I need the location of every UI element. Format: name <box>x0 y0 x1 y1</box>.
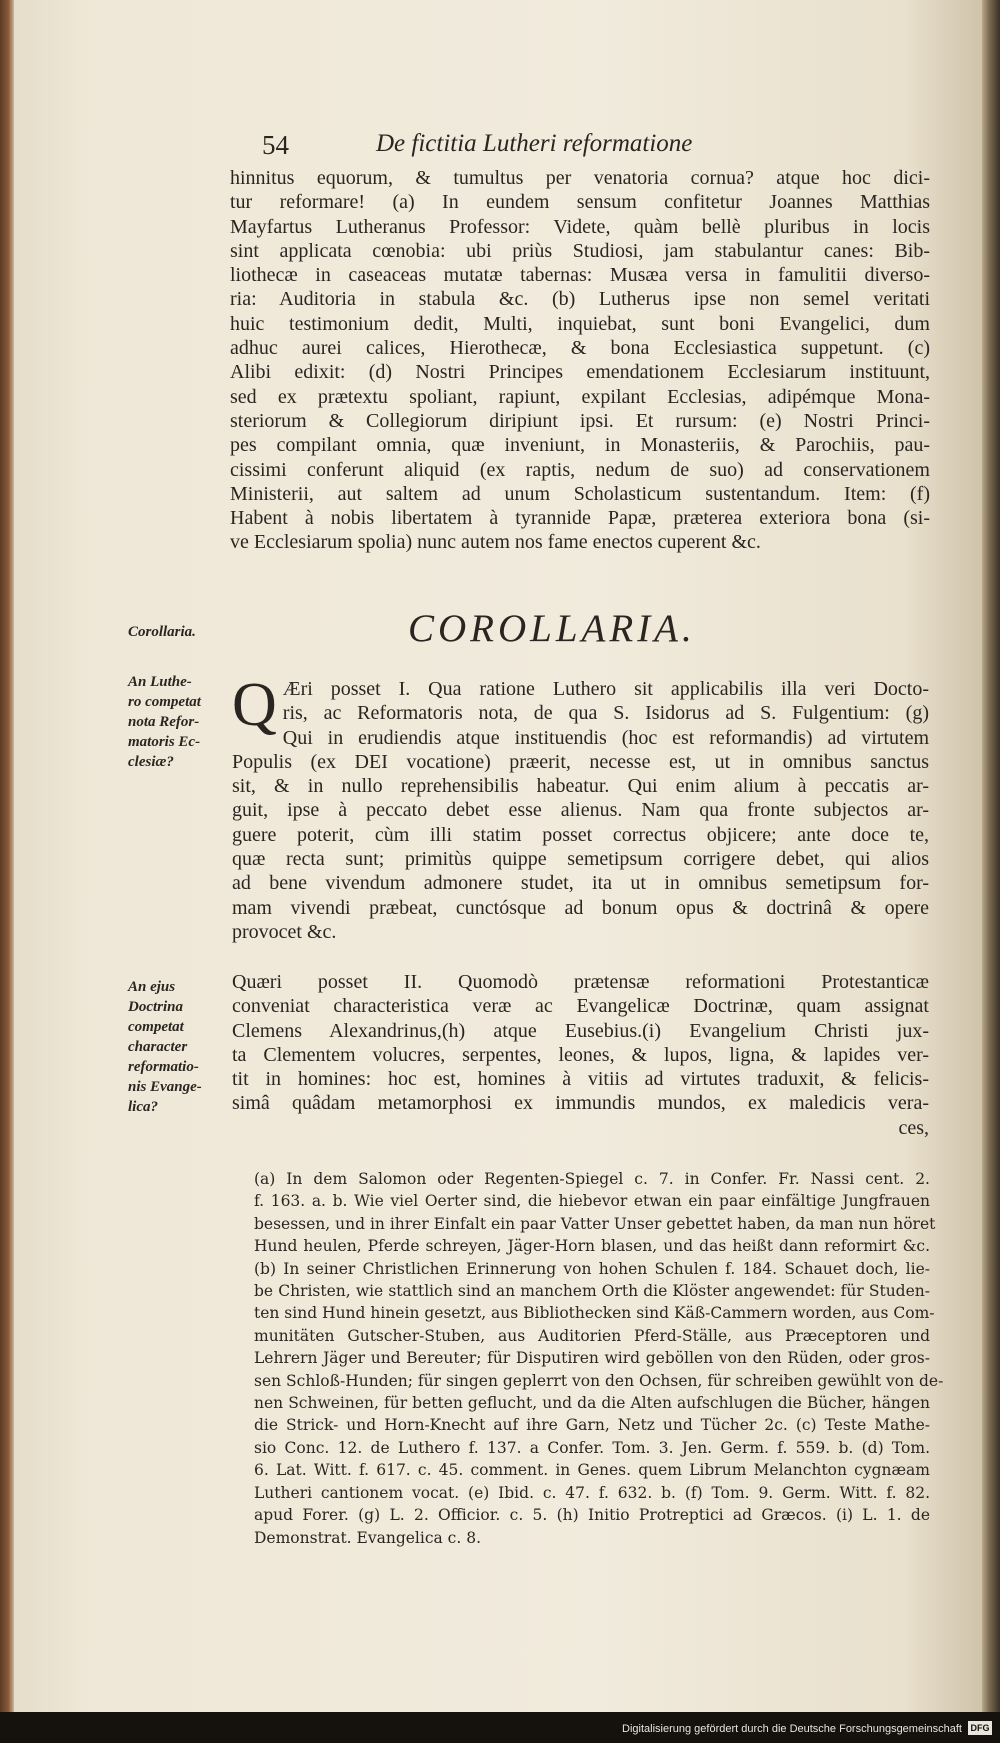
margin-note-line: nis Evange- <box>128 1079 202 1095</box>
margin-note-line: character <box>128 1039 188 1055</box>
footnote-line: f. 163. a. b. Wie viel Oerter sind, die hiebevor etwan ein paar einfältige Jungfrauen <box>254 1192 930 1211</box>
text-line: guere poterit, cùm illi statim posset correctus objicere; ante doce te, <box>232 823 929 846</box>
page-number: 54 <box>262 130 289 160</box>
text-line: cissimi conferunt aliquid (ex raptis, nedum de suo) ad conservationem <box>230 458 930 481</box>
text-line: ad bene vivendum admonere studet, ita ut in omnibus semetipsum for- <box>232 872 929 895</box>
footnote-line: (a) In dem Salomon oder Regenten-Spiegel c. 7. in Confer. Fr. Nassi cent. 2. <box>254 1170 930 1188</box>
text-line: steriorum & Collegiorum diripiunt ipsi. Et rursum: (e) Nostri Princi- <box>230 409 930 432</box>
footnote-line: Lehrern Jäger und Bereuter; für Disputiren wird geböllen von den Rüden, oder gros- <box>254 1349 930 1368</box>
text-line: ces, <box>898 1116 929 1139</box>
text-line: Æri posset I. Qua ratione Luthero sit applicabilis illa veri Docto- <box>282 678 929 700</box>
text-line: guit, ipse à peccato debet esse alienus. Nam qua fronte subjectos ar- <box>232 799 929 822</box>
text-line: hinnitus equorum, & tumultus per venatoria cornua? atque hoc dici- <box>230 167 930 189</box>
text-line: quæ recta sunt; primitùs quippe semetipsum corrigere debet, qui alios <box>232 848 929 871</box>
text-line: ris, ac Reformatoris nota, de qua S. Isidorus ad S. Fulgentium: (g) <box>282 702 929 725</box>
margin-note-line: ro competat <box>128 694 201 710</box>
text-line: Quæri posset II. Quomodò prætensæ reformationi Protestanticæ <box>232 971 929 993</box>
footnote-line: Demonstrat. Evangelica c. 8. <box>254 1528 482 1547</box>
margin-note-1 <box>128 672 201 772</box>
margin-note-line: nota Refor- <box>128 714 200 730</box>
main-text-paragraph-3 <box>232 970 929 1140</box>
text-line: pes compilant omnia, quæ inveniunt, in Monasteriis, & Parochiis, pau- <box>230 434 930 457</box>
footnote-line: 6. Lat. Witt. f. 617. c. 45. comment. in Genes. quem Librum Melanchton cygnæam <box>254 1461 930 1480</box>
text-line: Alibi edixit: (d) Nostri Principes emendationem Ecclesiarum instituunt, <box>230 361 930 384</box>
footnote-line: apud Forer. (g) L. 2. Officior. c. 5. (h) Initio Protreptici ad Græcos. (i) L. 1. de <box>254 1506 930 1525</box>
section-heading: COROLLARIA. <box>408 607 696 650</box>
margin-note-line: lica? <box>128 1099 158 1115</box>
text-line: ta Clementem volucres, serpentes, leones, & lupos, ligna, & lapides ver- <box>232 1043 929 1066</box>
text-line: ve Ecclesiarum spolia) nunc autem nos fame enectos cuperent &c. <box>230 531 761 554</box>
footnote-line: nen Schweinen, für betten geflucht, und da die Alten aufschlugen die Bücher, hängen <box>254 1394 930 1413</box>
margin-note-line: Doctrina <box>128 999 184 1015</box>
text-line: Populis (ex DEI vocatione) præerit, necesse est, ut in omnibus sanctus <box>232 750 929 773</box>
footnote-line: (b) In seiner Christlichen Erinnerung von hohen Schulen f. 184. Schauet doch, lie- <box>254 1259 930 1278</box>
text-line: provocet &c. <box>232 920 337 943</box>
footnote-line: besessen, und in ihrer Einfalt ein paar Vatter Unser gebettet haben, da man nun höret <box>254 1214 936 1233</box>
text-line: simâ quâdam metamorphosi ex immundis mundos, ex maledicis vera- <box>232 1092 929 1115</box>
text-line: sint applicata cœnobia: ubi priùs Studiosi, jam stabulantur canes: Bib- <box>230 239 930 262</box>
margin-note-line: matoris Ec- <box>128 734 201 750</box>
text-line: conveniat characteristica veræ ac Evangelicæ Doctrinæ, quam assignat <box>232 995 929 1018</box>
book-edge-left <box>0 0 14 1712</box>
text-line: huic testimonium dedit, Multi, inquiebat, sunt boni Evangelici, dum <box>230 312 930 335</box>
margin-note-line: An Luthe- <box>128 674 192 690</box>
text-line: tur reformare! (a) In eundem sensum confitetur Joannes Matthias <box>230 191 930 214</box>
text-line: Ministerii, aut saltem ad unum Scholasticum sustentandum. Item: (f) <box>230 482 930 505</box>
text-line: tit in homines: hoc est, homines à vitiis ad virtutes traduxit, & felicis- <box>232 1068 929 1091</box>
footnote-line: sen Schloß-Hunden; für singen geplerrt von den Ochsen, für schreiben gewühlt von de- <box>254 1371 944 1390</box>
footnote-line: Hund heulen, Pferde schreyen, Jäger-Horn blasen, und das heißt dann reformirt &c. <box>254 1237 930 1256</box>
footnote-line: ten sind Hund hinein gesetzt, aus Bibliothecken sind Käß-Cammern worden, aus Com- <box>254 1304 935 1323</box>
margin-note-line: reformatio- <box>128 1059 199 1075</box>
page-header <box>262 130 752 164</box>
footnotes <box>254 1168 944 1549</box>
margin-note-2 <box>128 977 202 1117</box>
margin-note-corollaria <box>128 622 196 642</box>
text-line: sit, & in nullo reprehensibilis habeatur. Qui enim alium à peccatis ar- <box>232 775 929 798</box>
main-text-paragraph-2 <box>232 671 929 944</box>
text-line: ria: Auditoria in stabula &c. (b) Lutherus ipse non semel veritati <box>230 288 930 311</box>
margin-note-line: clesiæ? <box>128 754 174 770</box>
footnote-line: munitäten Gutscher-Stuben, aus Auditorien Pferd-Ställe, aus Præceptoren und <box>254 1326 930 1345</box>
text-line: adhuc aurei calices, Hierothecæ, & bona Ecclesiastica suppetunt. (c) <box>230 337 930 360</box>
margin-note-line: Corollaria. <box>128 624 196 640</box>
footnote-line: sio Conc. 12. de Luthero f. 137. a Confer. Tom. 3. Jen. Germ. f. 559. b. (d) Tom. <box>254 1438 930 1457</box>
footnote-line: Lutheri cantionem vocat. (e) Ibid. c. 47. f. 632. b. (f) Tom. 9. Germ. Witt. f. 82. <box>254 1483 930 1502</box>
text-line: Mayfartus Lutheranus Professor: Videte, quàm bellè pluribus in locis <box>230 215 930 238</box>
text-line: Habent à nobis libertatem à tyrannide Papæ, præterea exteriora bona (si- <box>230 507 930 530</box>
text-line: liothecæ in caseaceas mutatæ tabernas: Musæa versa in famulitii diverso- <box>230 264 930 287</box>
footnote-line: be Christen, wie stattlich sind an manchem Orth die Klöster angewendet: für Studen- <box>254 1282 930 1301</box>
dfg-logo: DFG <box>968 1721 992 1735</box>
book-gutter <box>982 0 1000 1712</box>
margin-note-line: competat <box>128 1019 184 1035</box>
text-line: Qui in erudiendis atque instituendis (hoc est reformandis) ad virtutem <box>282 726 929 749</box>
text-line: mam vivendi præbeat, cunctósque ad bonum opus & doctrinâ & opere <box>232 896 929 919</box>
drop-cap: Q <box>232 671 277 739</box>
main-text-paragraph-1 <box>230 166 930 555</box>
text-line: Clemens Alexandrinus,(h) atque Eusebius.(i) Evangelium Christi jux- <box>232 1019 929 1042</box>
running-title: De fictitia Lutheri reformatione <box>376 130 693 157</box>
margin-note-line: An ejus <box>128 979 176 995</box>
text-line: sed ex prætextu spoliant, rapiunt, expilant Ecclesias, adipémque Mona- <box>230 385 930 408</box>
digitization-note: Digitalisierung gefördert durch die Deutsche Forschungsgemeinschaft <box>622 1723 962 1735</box>
footnote-line: die Strick- und Horn-Knecht auf ihre Garn, Netz und Tücher 2c. (c) Teste Mathe- <box>254 1416 930 1435</box>
